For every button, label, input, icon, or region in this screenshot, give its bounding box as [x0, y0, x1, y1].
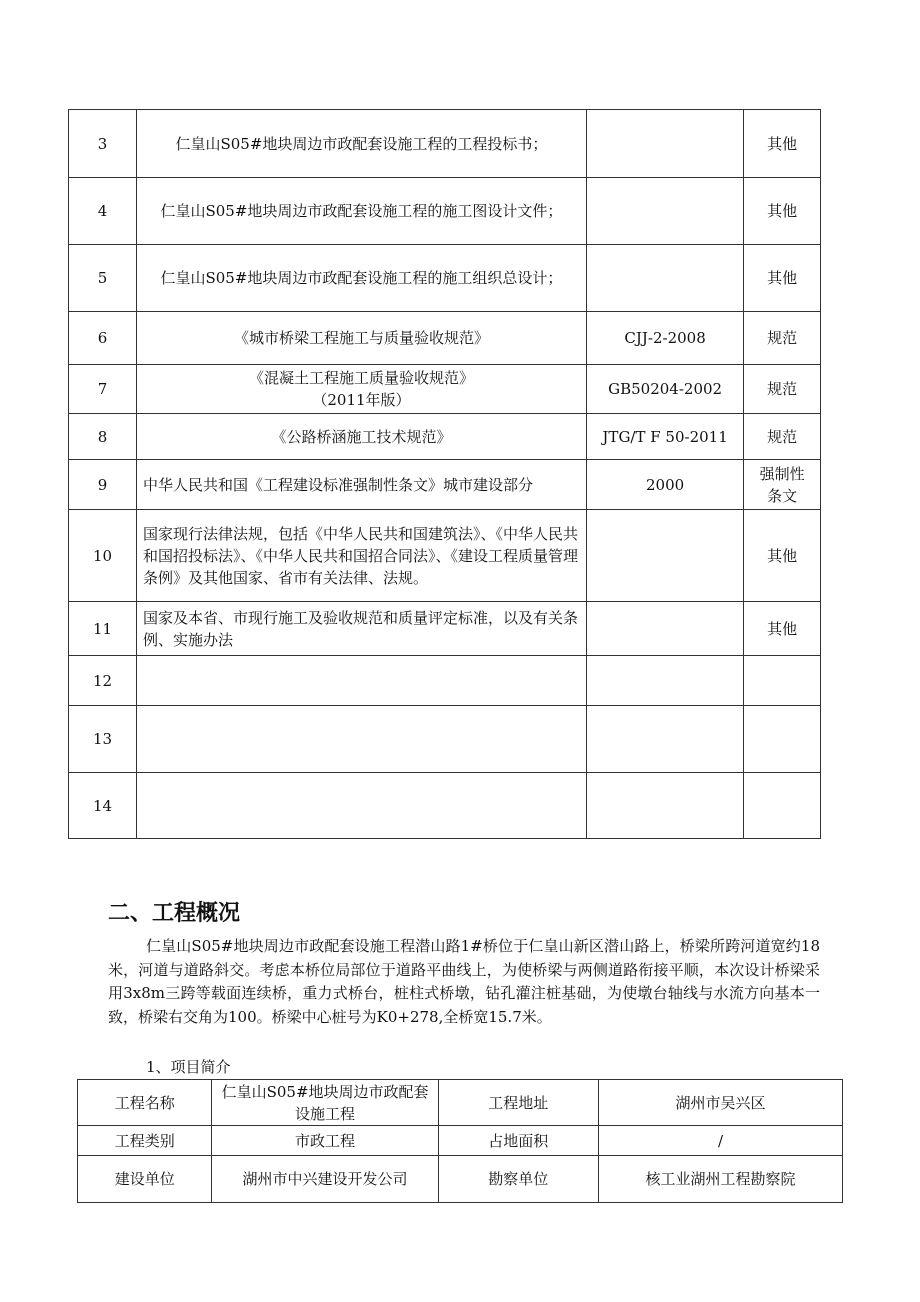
project-info-table — [77, 1079, 843, 1203]
document-category — [744, 460, 821, 510]
document-category: 其他 — [744, 110, 821, 178]
document-name — [136, 656, 586, 706]
document-category — [744, 656, 821, 706]
info-label: 工程名称 — [78, 1080, 212, 1126]
table-row — [69, 706, 821, 773]
document-category: 规范 — [744, 414, 821, 460]
document-category: 规范 — [744, 312, 821, 365]
subheading: 1、项目简介 — [146, 1058, 231, 1076]
info-label: 工程类别 — [78, 1126, 212, 1156]
info-value — [212, 1080, 438, 1126]
table-row — [69, 773, 821, 839]
info-label: 占地面积 — [438, 1126, 598, 1156]
row-number: 6 — [69, 312, 137, 365]
document-category: 其他 — [744, 178, 821, 245]
table-row — [69, 178, 821, 245]
document-category: 其他 — [744, 510, 821, 602]
row-number: 12 — [69, 656, 137, 706]
document-code: CJJ-2-2008 — [586, 312, 743, 365]
row-number: 11 — [69, 602, 137, 656]
info-label: 勘察单位 — [438, 1156, 598, 1203]
table-row — [69, 365, 821, 414]
info-value: 湖州市吴兴区 — [598, 1080, 842, 1126]
category-line: 条文 — [767, 486, 798, 505]
document-code — [586, 706, 743, 773]
info-value: 市政工程 — [212, 1126, 438, 1156]
document-name — [136, 773, 586, 839]
document-name: 仁皇山S05#地块周边市政配套设施工程的施工图设计文件； — [136, 178, 586, 245]
table-row — [69, 602, 821, 656]
overview-paragraph: 仁皇山S05#地块周边市政配套设施工程潜山路1#桥位于仁皇山新区潜山路上，桥梁所跨河道宽约18米，河道与道路斜交。考虑本桥位局部位于道路平曲线上，为使桥梁与两侧道路衔接平顺，本次设计桥梁采用3x8m三跨等载面连续桥，重力式桥台，桩柱式桥墩，钻孔灌注桩基础，为使墩台轴线与水流方向基本一致，桥梁右交角为100。桥梁中心桩号为K0+278,全桥宽15.7米。 — [108, 937, 820, 1026]
document-name-line: 《混凝土工程施工质量验收规范》 — [248, 369, 474, 387]
row-number: 5 — [69, 245, 137, 312]
table-row — [69, 414, 821, 460]
document-name-line: （2011年版） — [312, 391, 411, 409]
row-number: 13 — [69, 706, 137, 773]
document-code — [586, 656, 743, 706]
document-name: 《公路桥涵施工技术规范》 — [136, 414, 586, 460]
info-label: 工程地址 — [438, 1080, 598, 1126]
info-label: 建设单位 — [78, 1156, 212, 1203]
document-name — [136, 706, 586, 773]
table-row — [69, 312, 821, 365]
table-row — [78, 1126, 843, 1156]
document-name: 《城市桥梁工程施工与质量验收规范》 — [136, 312, 586, 365]
document-category — [744, 706, 821, 773]
section-title: 二、工程概况 — [108, 901, 241, 926]
info-value: / — [598, 1126, 842, 1156]
row-number: 3 — [69, 110, 137, 178]
document-code — [586, 510, 743, 602]
reference-standards-table — [68, 109, 821, 839]
document-name: 国家现行法律法规，包括《中华人民共和国建筑法》、《中华人民共和国招投标法》、《中华人民共和国招合同法》、《建设工程质量管理条例》及其他国家、省市有关法律、法规。 — [136, 510, 586, 602]
document-category: 规范 — [744, 365, 821, 414]
table-row — [69, 460, 821, 510]
info-value-line: 设施工程 — [295, 1104, 356, 1123]
row-number: 14 — [69, 773, 137, 839]
document-code — [586, 110, 743, 178]
row-number: 10 — [69, 510, 137, 602]
document-code — [586, 773, 743, 839]
info-value: 湖州市中兴建设开发公司 — [212, 1156, 438, 1203]
document-name: 国家及本省、市现行施工及验收规范和质量评定标准，以及有关条例、实施办法 — [136, 602, 586, 656]
document-name — [136, 365, 586, 414]
table-row — [69, 510, 821, 602]
table-row — [69, 245, 821, 312]
table-row — [78, 1156, 843, 1203]
document-code — [586, 602, 743, 656]
document-name: 中华人民共和国《工程建设标准强制性条文》城市建设部分 — [136, 460, 586, 510]
document-code: GB50204-2002 — [586, 365, 743, 414]
document-category: 其他 — [744, 602, 821, 656]
document-name: 仁皇山S05#地块周边市政配套设施工程的施工组织总设计； — [136, 245, 586, 312]
row-number: 7 — [69, 365, 137, 414]
info-value: 核工业湖州工程勘察院 — [598, 1156, 842, 1203]
category-line: 强制性 — [759, 464, 805, 483]
table-row — [69, 656, 821, 706]
row-number: 8 — [69, 414, 137, 460]
document-name: 仁皇山S05#地块周边市政配套设施工程的工程投标书； — [136, 110, 586, 178]
row-number: 4 — [69, 178, 137, 245]
document-code — [586, 245, 743, 312]
table-row — [69, 110, 821, 178]
document-category: 其他 — [744, 245, 821, 312]
table-row — [78, 1080, 843, 1126]
document-code: 2000 — [586, 460, 743, 510]
document-code: JTG/T F 50-2011 — [586, 414, 743, 460]
row-number: 9 — [69, 460, 137, 510]
document-code — [586, 178, 743, 245]
document-category — [744, 773, 821, 839]
info-value-line: 仁皇山S05#地块周边市政配套 — [221, 1082, 429, 1101]
